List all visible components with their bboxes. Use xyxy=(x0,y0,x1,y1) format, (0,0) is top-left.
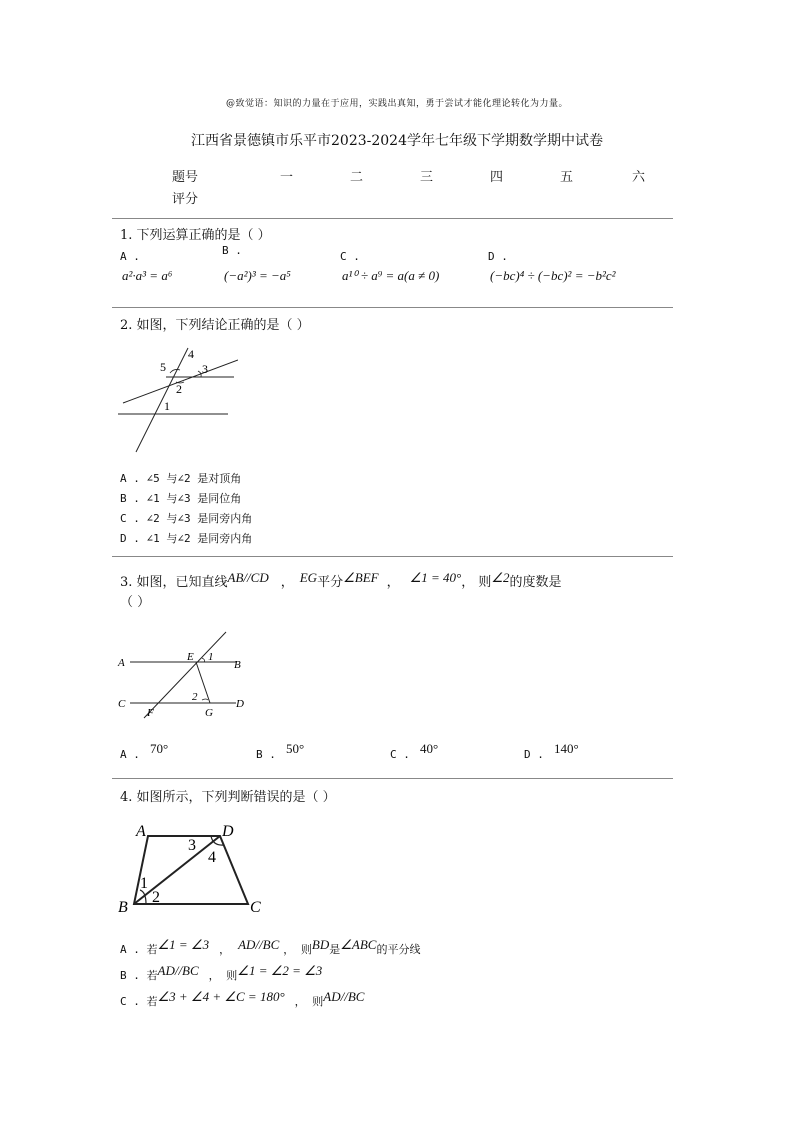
score-row-label: 题号 xyxy=(172,170,199,185)
q3-stem-part: 平分 xyxy=(317,575,344,590)
q3-math: EG xyxy=(299,570,318,585)
q3-angle-arc xyxy=(202,658,205,662)
q4-label-2: 2 xyxy=(152,889,160,906)
q4-option-c[interactable] xyxy=(120,990,680,1009)
q3-label-1: 1 xyxy=(208,651,214,663)
q4-label-1: 1 xyxy=(140,875,148,892)
q1-option-c-label[interactable]: C . xyxy=(340,250,360,263)
q4-label-3: 3 xyxy=(188,837,196,854)
divider xyxy=(112,556,673,557)
header-motto: @致觉语：知识的力量在于应用，实践出真知，勇于尝试才能化理论转化为力量。 xyxy=(225,99,568,109)
q3-line-ef xyxy=(144,632,226,718)
score-col-6: 六 xyxy=(632,170,646,185)
q4-math: BD xyxy=(311,937,330,952)
q4-text: ， 则 xyxy=(283,943,312,956)
score-col-1: 一 xyxy=(280,170,294,185)
q4-option-a[interactable] xyxy=(120,938,680,957)
q3-stem-part: ， xyxy=(386,575,400,590)
q2-option-a[interactable]: A . ∠5 与∠2 是对顶角 xyxy=(120,472,242,485)
q1-option-b-label[interactable]: B . xyxy=(222,244,242,257)
q1-option-b: (−a²)³ = −a⁵ xyxy=(224,268,291,283)
q4-stem: 4. 如图所示，下列判断错误的是（ ） xyxy=(120,790,336,805)
q3-option-a-label[interactable]: A . xyxy=(120,748,140,761)
q3-option-a: 70° xyxy=(150,741,169,756)
divider xyxy=(112,778,673,779)
q2-figure xyxy=(118,340,238,455)
q4-label-a: A xyxy=(136,823,146,840)
page-title: 江西省景德镇市乐平市2023-2024学年七年级下学期数学期中试卷 xyxy=(191,133,603,149)
q2-label-4: 4 xyxy=(188,347,194,361)
q3-paren: （ ） xyxy=(120,595,151,610)
q3-option-c-label[interactable]: C . xyxy=(390,748,410,761)
q3-stem-part: ， xyxy=(280,575,294,590)
q4-math: AD//BC xyxy=(323,989,365,1004)
q2-stem: 2. 如图，下列结论正确的是（ ） xyxy=(120,318,310,333)
q1-option-c: a¹⁰ ÷ a⁹ = a(a ≠ 0) xyxy=(342,268,440,283)
q3-angle-arc xyxy=(202,699,208,700)
q4-text: ， 则 xyxy=(294,995,324,1008)
score-col-2: 二 xyxy=(350,170,364,185)
q1-option-a-label[interactable]: A . xyxy=(120,250,140,263)
q3-label-a: A xyxy=(118,657,125,669)
q4-text: 的平分线 xyxy=(376,943,421,956)
q2-label-2: 2 xyxy=(176,382,182,396)
q4-math: AD//BC xyxy=(157,963,199,978)
divider xyxy=(112,218,673,219)
q4-math: ∠3 + ∠4 + ∠C = 180° xyxy=(157,989,285,1004)
q3-label-b: B xyxy=(234,659,241,671)
score-label: 评分 xyxy=(172,192,199,207)
q3-label-g: G xyxy=(205,707,213,719)
q3-label-e: E xyxy=(187,651,194,663)
q4-label-c: C xyxy=(250,899,261,916)
q3-math: ∠2 xyxy=(491,570,510,585)
q3-stem-part: 3. 如图，已知直线 xyxy=(120,575,228,590)
q4-option-b-label: B . 若 xyxy=(120,969,158,982)
q2-option-b[interactable]: B . ∠1 与∠3 是同位角 xyxy=(120,492,242,505)
q3-option-c: 40° xyxy=(420,741,439,756)
q1-option-d: (−bc)⁴ ÷ (−bc)² = −b²c² xyxy=(490,268,616,283)
score-col-5: 五 xyxy=(560,170,574,185)
q4-math: AD//BC xyxy=(238,937,280,952)
q3-stem-part: 的度数是 xyxy=(509,575,562,590)
q3-label-d: D xyxy=(236,698,244,710)
q2-angle-arc xyxy=(170,369,180,373)
q4-math: ∠ABC xyxy=(340,937,377,952)
q3-math: AB//CD xyxy=(227,570,269,585)
q3-line-eg xyxy=(196,662,210,703)
q1-option-d-label[interactable]: D . xyxy=(488,250,508,263)
q4-option-b[interactable] xyxy=(120,964,680,983)
q4-text: 是 xyxy=(329,943,341,956)
q3-label-2: 2 xyxy=(192,691,198,703)
q2-label-3: 3 xyxy=(202,362,208,376)
q2-option-c[interactable]: C . ∠2 与∠3 是同旁内角 xyxy=(120,512,253,525)
q3-option-d-label[interactable]: D . xyxy=(524,748,544,761)
q4-label-b: B xyxy=(118,899,128,916)
score-col-4: 四 xyxy=(490,170,504,185)
q4-text: ， xyxy=(219,943,231,956)
q3-label-f: F xyxy=(147,707,154,719)
q3-math: ∠BEF xyxy=(343,570,379,585)
q4-option-a-label: A . 若 xyxy=(120,943,158,956)
q3-stem xyxy=(120,572,680,613)
q4-figure xyxy=(116,818,266,918)
q4-math: ∠1 = ∠2 = ∠3 xyxy=(237,963,323,978)
q3-option-b-label[interactable]: B . xyxy=(256,748,276,761)
divider xyxy=(112,307,673,308)
q3-label-c: C xyxy=(118,698,126,710)
q3-option-b: 50° xyxy=(286,741,305,756)
q2-label-5: 5 xyxy=(160,360,166,374)
q1-option-a: a²·a³ = a⁶ xyxy=(122,268,173,283)
q3-stem-part: ， 则 xyxy=(461,575,492,590)
q4-option-c-label: C . 若 xyxy=(120,995,158,1008)
q1-stem: 1. 下列运算正确的是（ ） xyxy=(120,228,271,243)
q3-option-d: 140° xyxy=(554,741,579,756)
q2-label-1: 1 xyxy=(164,399,170,413)
score-col-3: 三 xyxy=(420,170,434,185)
q4-math: ∠1 = ∠3 xyxy=(157,937,210,952)
q4-label-d: D xyxy=(222,823,234,840)
q2-option-d[interactable]: D . ∠1 与∠2 是同旁内角 xyxy=(120,532,253,545)
q4-text: ， 则 xyxy=(208,969,238,982)
q3-math: ∠1 = 40° xyxy=(409,570,462,585)
q3-figure xyxy=(116,628,256,723)
q4-label-4: 4 xyxy=(208,849,216,866)
